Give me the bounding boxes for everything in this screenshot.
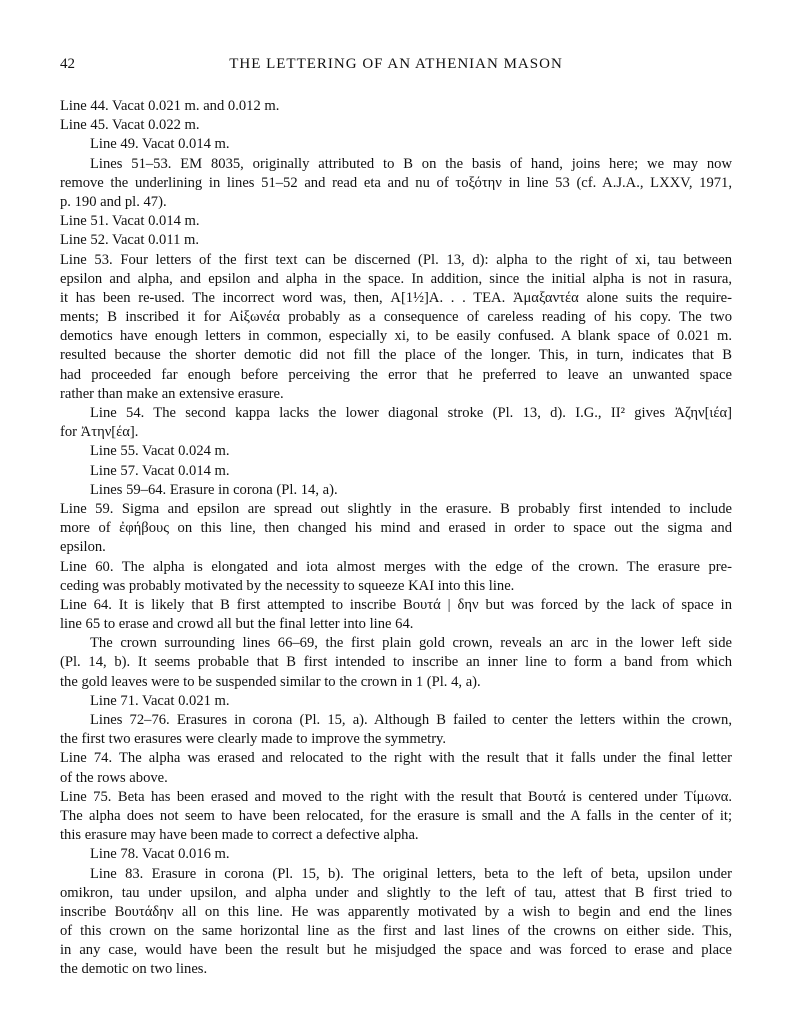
text-line: Line 57. Vacat 0.014 m.	[90, 462, 230, 479]
text-line: in any case, would have been the result but he misjudged the space and was forced to erase and place	[60, 942, 732, 959]
text-line: Line 51. Vacat 0.014 m.	[60, 213, 200, 230]
text-line: of this crown on the same horizontal line as the first and last lines of the crowns on either side. This,	[60, 923, 732, 940]
text-line: for Ἀτην[έα].	[60, 424, 139, 441]
text-line: line 65 to erase and crowd all but the final letter into line 64.	[60, 616, 414, 633]
text-line: remove the underlining in lines 51–52 and read eta and nu of τοξότην in line 53 (cf. A.J.A., LXXV, 1971,	[60, 174, 732, 191]
text-line: Line 44. Vacat 0.021 m. and 0.012 m.	[60, 98, 280, 114]
text-line: Line 55. Vacat 0.024 m.	[90, 443, 230, 460]
text-line: Line 59. Sigma and epsilon are spread out slightly in the erasure. B probably first intended to include	[60, 500, 732, 517]
text-line: the gold leaves were to be suspended similar to the crown in 1 (Pl. 4, a).	[60, 673, 481, 690]
text-line: Line 64. It is likely that B first attempted to inscribe Βουτά | δην but was forced by the lack of space in	[60, 596, 732, 613]
text-line: Lines 51–53. EM 8035, originally attributed to B on the basis of hand, joins here; we may now	[90, 155, 732, 172]
text-line: resulted because the shorter demotic did not fill the place of the longer. This, in turn, indicates that B	[60, 347, 732, 364]
text-line: had proceeded far enough before perceiving the error that he preferred to leave an unwanted space	[60, 366, 732, 383]
text-line: p. 190 and pl. 47).	[60, 193, 167, 210]
text-line: this erasure may have been made to correct a defective alpha.	[60, 827, 419, 844]
text-line: ceding was probably motivated by the necessity to squeeze ΚΑΙ into this line.	[60, 577, 515, 594]
text-line: Line 60. The alpha is elongated and iota almost merges with the edge of the crown. The erasure pre-	[60, 558, 732, 575]
text-line: Line 45. Vacat 0.022 m.	[60, 117, 200, 134]
text-line: epsilon.	[60, 539, 106, 556]
text-line: Line 52. Vacat 0.011 m.	[60, 232, 200, 249]
page-number: 42	[60, 56, 75, 72]
text-line: Lines 59–64. Erasure in corona (Pl. 14, a).	[90, 481, 338, 498]
text-line: it has been re-used. The incorrect word was, then, Α[1½]Α. . . ΤΕΑ. Ἀμαξαντέα alone suits the require-	[60, 289, 732, 306]
text-line: Lines 72–76. Erasures in corona (Pl. 15, a). Although B failed to center the letters within the crown,	[90, 712, 732, 728]
text-line: epsilon and alpha, and epsilon and alpha in the space. In addition, since the initial alpha is not in rasura,	[60, 270, 732, 287]
text-line: (Pl. 14, b). It seems probable that B first intended to inscribe an inner line to form a band from which	[60, 654, 732, 671]
text-line: The crown surrounding lines 66–69, the first plain gold crown, reveals an arc in the lower left side	[90, 635, 732, 652]
text-line: Line 74. The alpha was erased and relocated to the right with the result that it falls under the final letter	[60, 750, 732, 767]
text-line: demotics have enough letters in common, especially xi, to be easily confused. A blank space of 0.021 m.	[60, 328, 732, 345]
text-line: Line 83. Erasure in corona (Pl. 15, b). The original letters, beta to the left of beta, upsilon under	[90, 865, 732, 882]
text-line: the demotic on two lines.	[60, 961, 208, 978]
running-title: THE LETTERING OF AN ATHENIAN MASON	[229, 56, 563, 72]
text-line: Line 75. Beta has been erased and moved to the right with the result that Βουτά is centered under Τίμωνα.	[60, 788, 732, 805]
text-line: The alpha does not seem to have been relocated, for the erasure is small and the A falls in the center of it;	[60, 807, 732, 824]
body-text	[60, 97, 732, 980]
text-line: inscribe Βουτάδην all on this line. He was apparently motivated by a wish to begin and end the lines	[60, 903, 732, 920]
text-line: of the rows above.	[60, 769, 168, 786]
text-line: the first two erasures were clearly made to improve the symmetry.	[60, 731, 447, 748]
text-line: more of ἐφήβους on this line, then changed his mind and erased in order to space out the sigma and	[60, 520, 732, 537]
text-line: Line 54. The second kappa lacks the lower diagonal stroke (Pl. 13, d). I.G., II² gives Ἀζην[ιέα]	[90, 405, 732, 421]
text-line: ments; B inscribed it for Αἰξωνέα probably as a consequence of careless reading of his copy. The two	[60, 309, 732, 326]
text-line: Line 49. Vacat 0.014 m.	[90, 136, 230, 153]
text-line: omikron, tau under upsilon, and alpha under and slightly to the left of tau, attest that B first tried to	[60, 884, 732, 901]
text-line: rather than make an extensive erasure.	[60, 385, 284, 402]
text-line: Line 71. Vacat 0.021 m.	[90, 692, 230, 709]
page-header	[60, 56, 732, 76]
text-line: Line 53. Four letters of the first text can be discerned (Pl. 13, d): alpha to the right of xi, tau between	[60, 251, 732, 268]
text-line: Line 78. Vacat 0.016 m.	[90, 846, 230, 863]
